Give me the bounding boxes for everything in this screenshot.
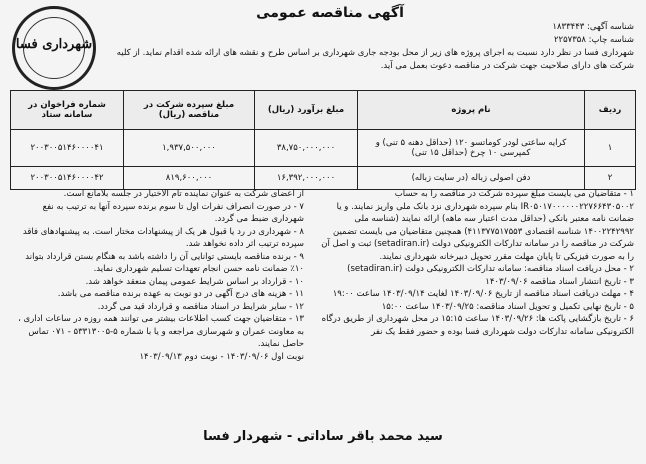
row-number: ۲ [585, 167, 636, 190]
deposit-amount: ۱,۹۳۷,۵۰۰,۰۰۰ [124, 130, 255, 167]
conditions-right-column [316, 188, 634, 363]
table-header-row [11, 91, 636, 130]
condition-item: ۴ - مهلت دریافت اسناد مناقصه از تاریخ ۱۴۰۳/۰۹/۰۶ لغایت ۱۴۰۳/۰۹/۱۴ ساعت ۱۹:۰۰ [332, 289, 634, 299]
estimate-amount: ۳۸,۷۵۰,۰۰۰,۰۰۰ [255, 130, 358, 167]
condition-item: ۱۲ - سایر شرایط در اسناد مناقصه و قرارداد قید می گردد. [97, 301, 304, 312]
table-row [11, 130, 636, 167]
conditions-columns [12, 188, 634, 363]
estimate-amount: ۱۶,۳۹۲,۰۰۰,۰۰۰ [255, 167, 358, 190]
deposit-amount: ۸۱۹,۶۰۰,۰۰۰ [124, 167, 255, 190]
condition-item: ۵ - تاریخ نهایی تکمیل و تحویل اسناد مناقصه: ۱۴۰۳/۰۹/۲۵ ساعت ۱۵:۰۰ [381, 301, 634, 312]
projects-table [10, 90, 636, 190]
seal-text: شهرداری فسا [15, 37, 93, 52]
condition-item: از اعضای شرکت به عنوان نماینده تام الاختیار در جلسه بلامانع است. [63, 189, 304, 199]
tender-number: ۲۰۰۳۰۰۵۱۴۶۰۰۰۰۴۲ [11, 167, 124, 190]
col-estimate: مبلغ برآورد (ریال) [255, 91, 358, 130]
table-row [11, 167, 636, 190]
publication-dates: نوبت اول ۱۴۰۳/۰۹/۰۶ - نوبت دوم ۱۴۰۳/۰۹/۱۳ [139, 351, 304, 362]
conditions-left-column [12, 188, 316, 363]
municipality-seal [12, 6, 96, 90]
condition-item: ۳ - تاریخ انتشار اسناد مناقصه ۱۴۰۳/۰۹/۰۶ [485, 276, 634, 287]
project-name: کرایه ساعتی لودر کوماتسو ۱۲۰ (حداقل دهنه ۵ تنی) و کمپرسی ۱۰ چرخ (حداقل ۱۵ تنی) [358, 130, 585, 167]
notice-title: آگهی مناقصه عمومی [256, 5, 404, 21]
tender-number: ۲۰۰۳۰۰۵۱۴۶۰۰۰۰۴۱ [11, 130, 124, 167]
condition-item: ۱ - متقاضیان می بایست مبلغ سپرده شرکت در مناقصه را به حساب IR۰۵۰۱۷۰۰۰۰۰۰۲۲۷۶۶۴۳۰۵۰۰۲ بنام سپرده شهرداری نزد بانک ملی واریز نمایند. و یا ضمانت نامه معتبر بانکی (حداقل مدت اعتبار سه ماهه) ارائه نمایند (شناسه ملی ۱۴۰۰۲۲۴۲۹۹۲ شناسه اقتصادی ۴۱۱۳۷۷۵۱۷۵۵۳) همچنین متقاضیان می بایست تضمین شرکت در مناقصه را در سامانه تدارکات الکترونیکی دولت (setadiran.ir) ثبت و اصل آن را به صورت فیزیکی تا پایان مهلت مقرر تحویل دبیرخانه شهرداری نمایند. [321, 189, 634, 262]
condition-item: ۷ - در صورت انصراف نفرات اول تا سوم برنده سپرده آنها به ترتیب به نفع شهرداری ضبط می گردد. [42, 201, 304, 224]
mayor-signature: سید محمد باقر ساداتی - شهردار فسا [203, 429, 443, 444]
conditions-section [12, 188, 634, 363]
row-number: ۱ [585, 130, 636, 167]
ad-number: شناسه آگهی: ۱۸۳۳۴۴۳ [552, 22, 634, 32]
condition-item: ۱۰ - قرارداد بر اساس شرایط عمومی پیمان منعقد خواهد شد. [85, 276, 304, 287]
condition-item: ۱۳ - متقاضیان جهت کسب اطلاعات بیشتر می توانند همه روزه در ساعات اداری ، به معاونت عمران و شهرسازی مراجعه و یا با شماره ۵-۵۳۳۱۳۰۰۵ - ۰۷۱ تماس حاصل نمایند. [18, 314, 304, 349]
col-deposit: مبلغ سپرده شرکت در مناقصه (ریال) [124, 91, 255, 130]
print-number: شناسه چاپ: ۲۲۵۷۳۵۸ [553, 35, 634, 45]
condition-item: ۹ - برنده مناقصه بایستی توانایی آن را داشته باشد به هنگام بستن قرارداد بتواند ۱۰٪ ضمانت نامه حسن انجام تعهدات تسلیم شهرداری نماید. [25, 251, 304, 274]
col-row-number: ردیف [585, 91, 636, 130]
condition-item: ۲ - محل دریافت اسناد مناقصه: سامانه تدارکات الکترونیکی دولت (setadiran.ir) [347, 264, 634, 274]
col-tender-number: شماره فراخوان در سامانه ستاد [11, 91, 124, 130]
col-project-name: نام پروژه [358, 91, 585, 130]
project-name: دفن اصولی زباله (در سایت زباله) [358, 167, 585, 190]
condition-item: ۱۱ - هزینه های درج آگهی در دو نوبت به عهده برنده مناقصه می باشد. [57, 289, 304, 299]
intro-paragraph: شهرداری فسا در نظر دارد نسبت به اجرای پروژه های زیر از محل بودجه جاری شهرداری بر اساس طرح و نقشه های ارائه شده اقدام نماید. از کلیه شرکت های دارای صلاحیت جهت شرکت در مناقصه دعوت بعمل می آید. [116, 48, 634, 71]
condition-item: ۶ - تاریخ بازگشایی پاکت ها: ۱۴۰۳/۰۹/۲۶ ساعت ۱۵:۱۵ در محل شهرداری از طریق درگاه الکترونیکی سامانه تدارکات دولت شهرداری فسا بوده و حضور فقط یک نفر [321, 314, 634, 337]
condition-item: ۸ - شهرداری در رد یا قبول هر یک از پیشنهادات مختار است. به پیشنهادهای فاقد سپرده ترتیب اثر داده نخواهد شد. [22, 226, 304, 249]
